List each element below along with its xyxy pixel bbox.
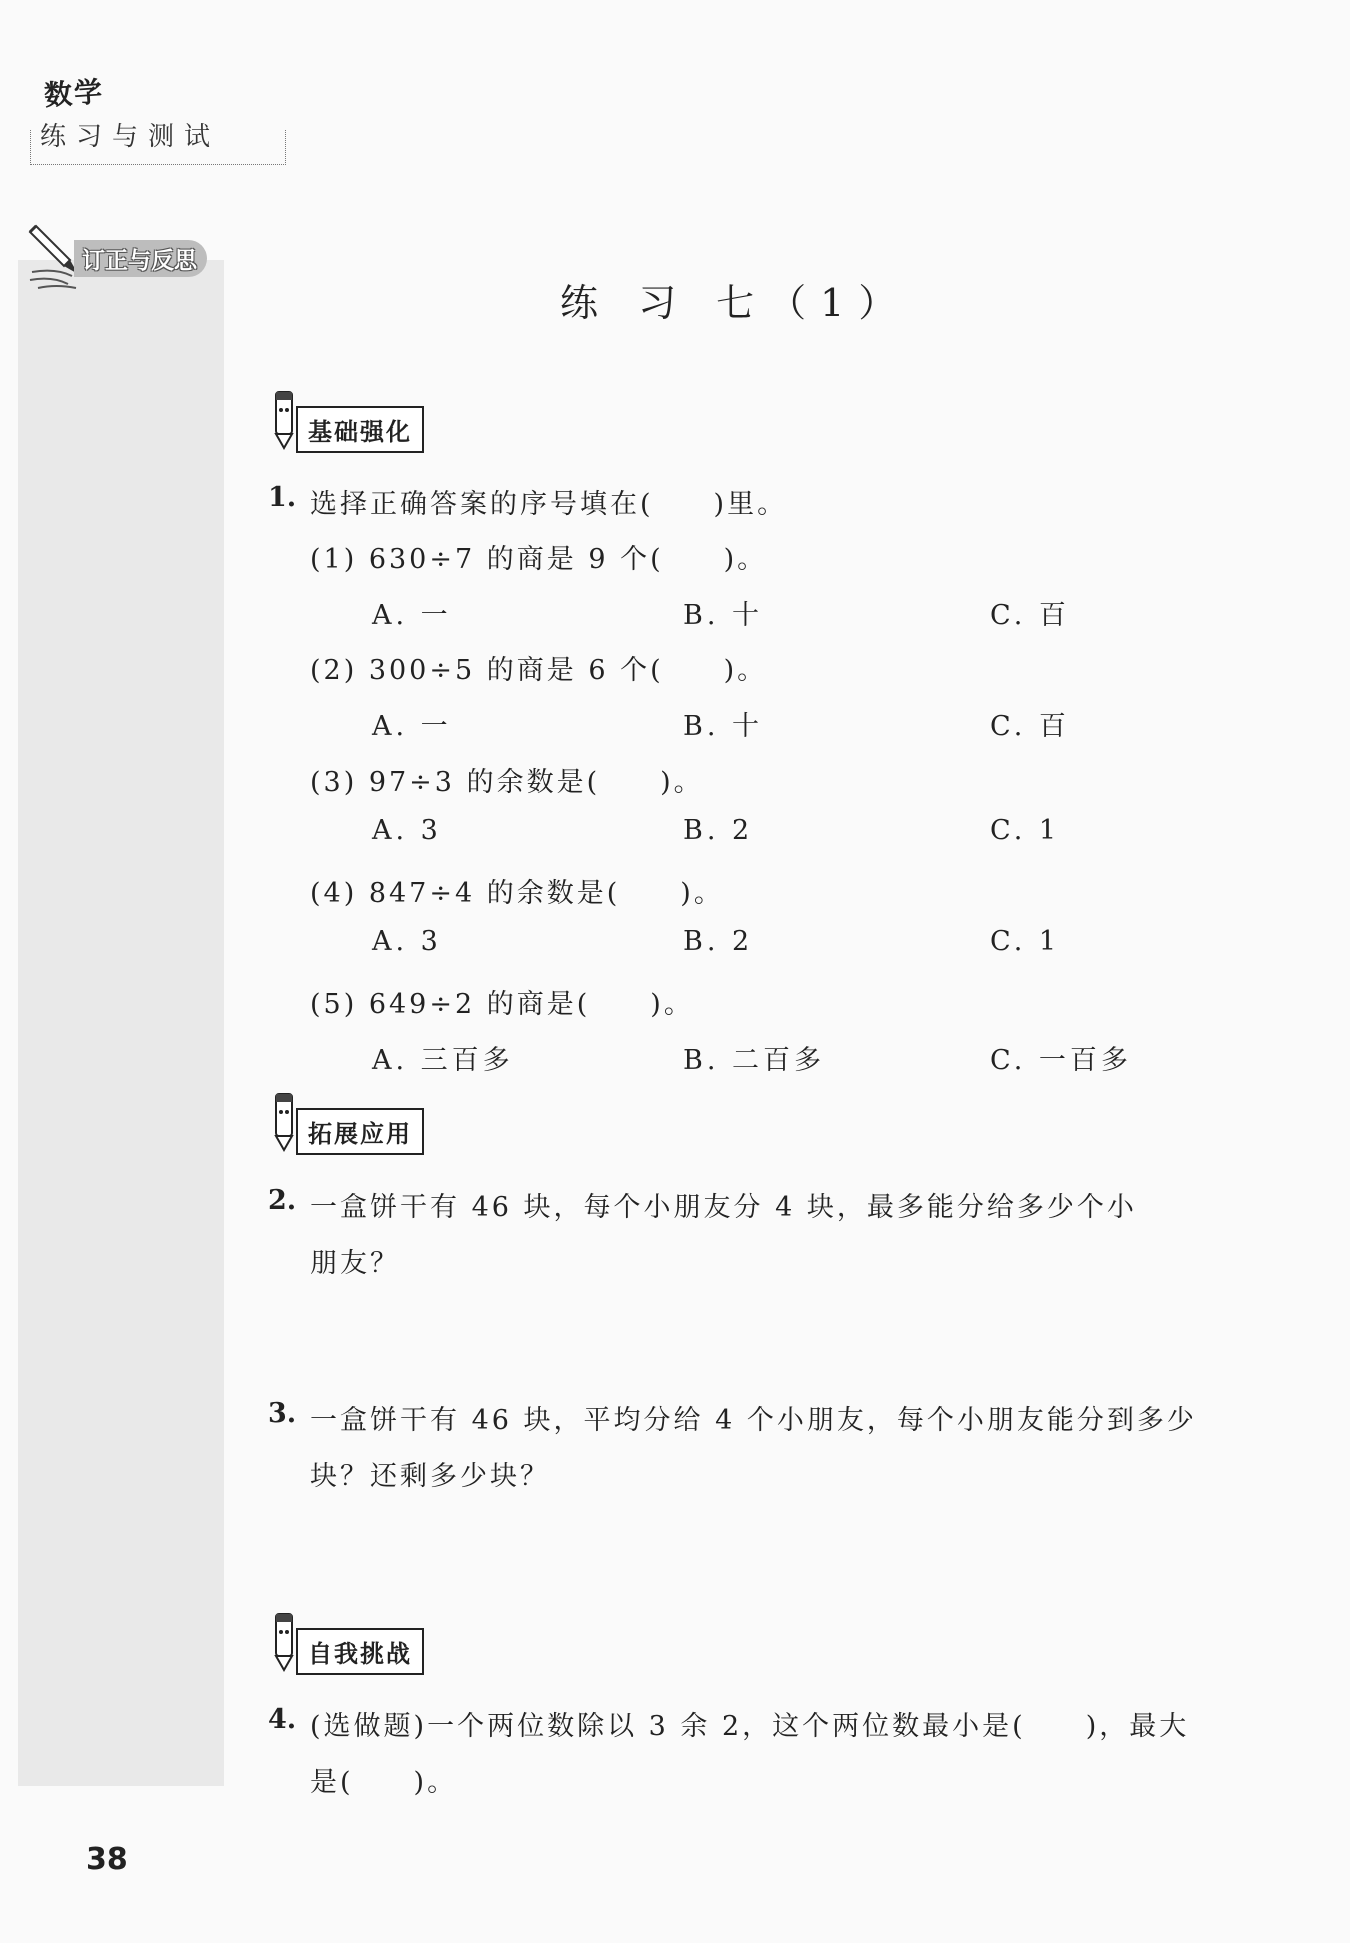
correction-label-text: 订正与反思 bbox=[74, 240, 207, 277]
correction-margin bbox=[18, 260, 224, 1786]
option-b: B. 二百多 bbox=[683, 1045, 826, 1076]
question-number: 1. bbox=[268, 482, 297, 513]
question-text: 朋友？ bbox=[310, 1248, 400, 1279]
page-title: 练 习 七（1） bbox=[560, 281, 911, 325]
question-text: 一盒饼干有 46 块，平均分给 4 个小朋友，每个小朋友能分到多少 bbox=[310, 1405, 1197, 1436]
option-c: C. 百 bbox=[990, 711, 1070, 742]
option-a: A. 一 bbox=[372, 711, 452, 742]
page-number: 38 bbox=[86, 1842, 128, 1877]
option-c: C. 1 bbox=[990, 926, 1061, 957]
option-c: C. 百 bbox=[990, 600, 1070, 631]
section-label: 拓展应用 bbox=[296, 1108, 424, 1155]
option-b: B. 十 bbox=[683, 600, 764, 631]
option-b: B. 十 bbox=[683, 711, 764, 742]
question-text: 是( )。 bbox=[310, 1767, 458, 1798]
question-number: 2. bbox=[268, 1185, 297, 1216]
option-b: B. 2 bbox=[683, 926, 754, 957]
option-c: C. 1 bbox=[990, 815, 1061, 846]
question-text: 一盒饼干有 46 块，每个小朋友分 4 块，最多能分给多少个小 bbox=[310, 1192, 1137, 1223]
section-label: 基础强化 bbox=[296, 406, 424, 453]
sub-question: (4) 847÷4 的余数是( )。 bbox=[310, 878, 724, 909]
book-subject: 数学 bbox=[43, 74, 106, 113]
question-number: 3. bbox=[268, 1398, 297, 1429]
sub-question: (3) 97÷3 的余数是( )。 bbox=[310, 767, 704, 798]
question-prompt: 选择正确答案的序号填在( )里。 bbox=[310, 489, 788, 520]
header-dotted-frame bbox=[30, 130, 286, 165]
option-c: C. 一百多 bbox=[990, 1045, 1132, 1076]
question-text: 块？还剩多少块？ bbox=[310, 1461, 550, 1492]
option-a: A. 3 bbox=[372, 815, 442, 846]
option-a: A. 3 bbox=[372, 926, 442, 957]
question-number: 4. bbox=[268, 1704, 297, 1735]
sub-question: (2) 300÷5 的商是 6 个( )。 bbox=[310, 655, 768, 686]
sub-question: (5) 649÷2 的商是( )。 bbox=[310, 989, 694, 1020]
section-label: 自我挑战 bbox=[296, 1628, 424, 1675]
book-subtitle: 练习与测试 bbox=[40, 122, 221, 152]
option-b: B. 2 bbox=[683, 815, 754, 846]
sub-question: (1) 630÷7 的商是 9 个( )。 bbox=[310, 544, 768, 575]
question-text: (选做题)一个两位数除以 3 余 2，这个两位数最小是( )，最大 bbox=[310, 1711, 1190, 1742]
option-a: A. 一 bbox=[372, 600, 452, 631]
option-a: A. 三百多 bbox=[372, 1045, 514, 1076]
